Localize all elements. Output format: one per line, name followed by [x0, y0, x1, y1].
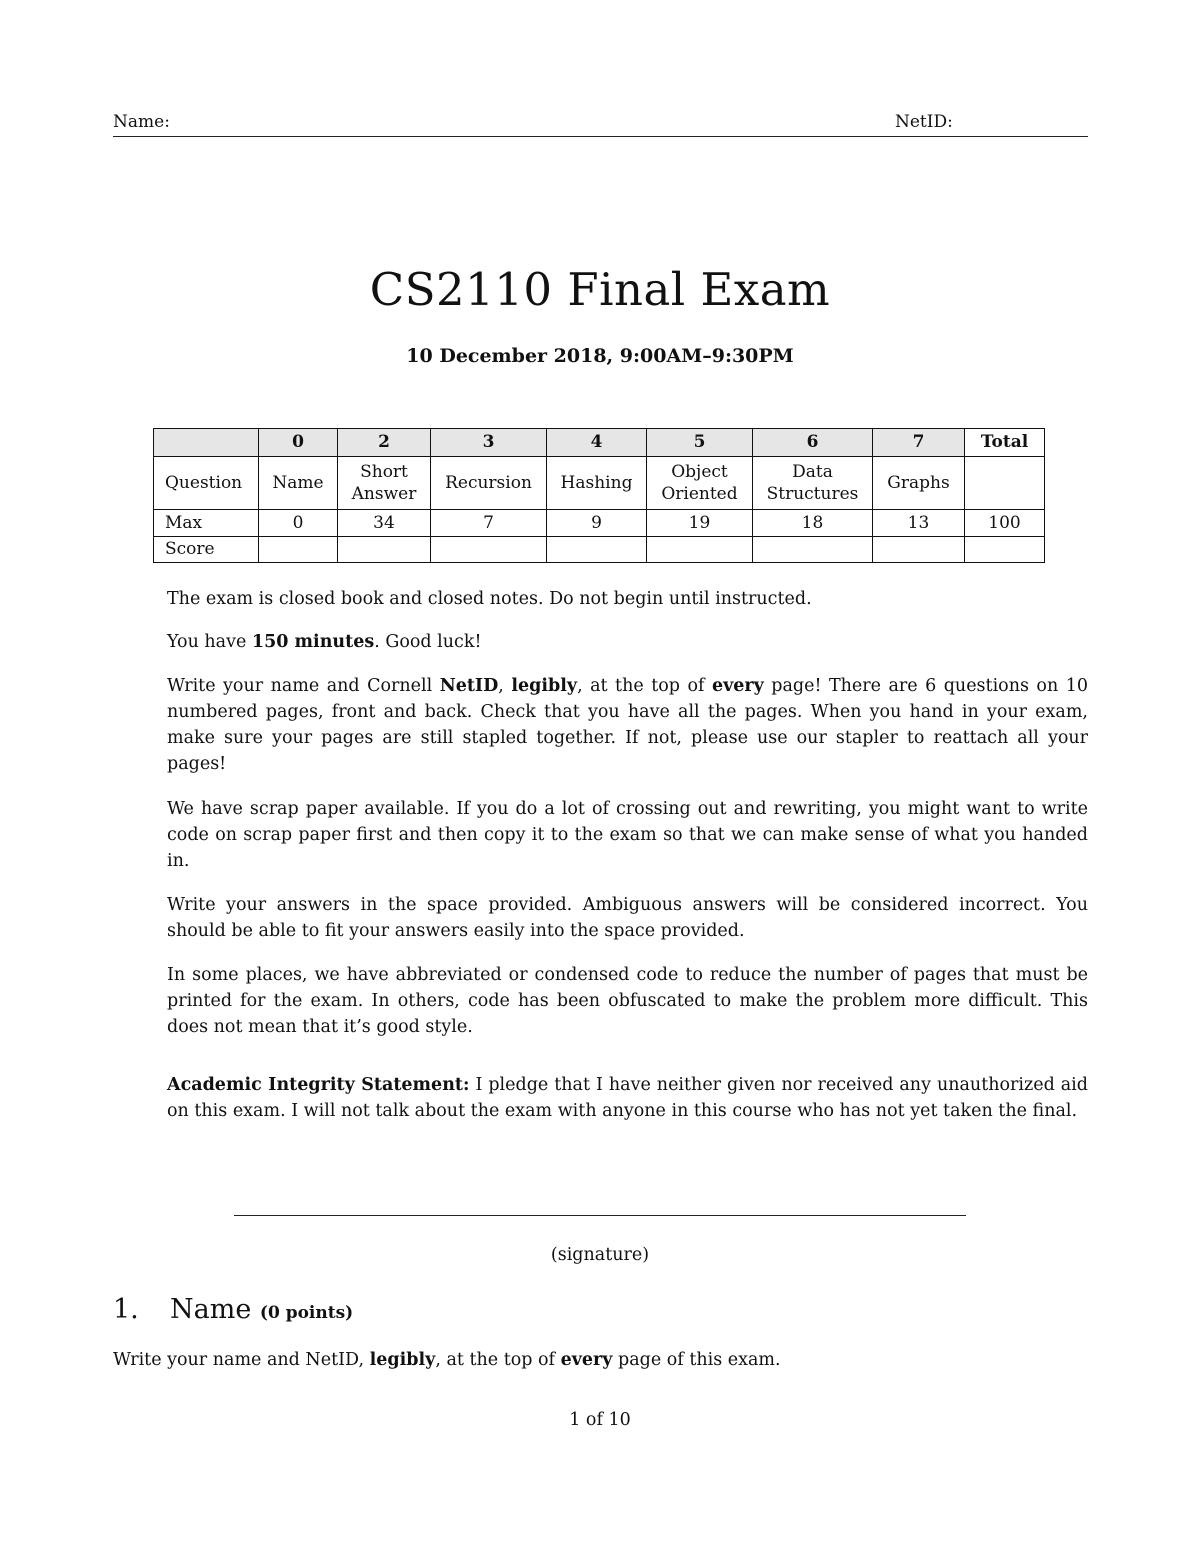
score-cell	[753, 537, 873, 563]
question-number: 2	[338, 429, 431, 457]
question-row-label: Question	[154, 457, 259, 510]
instruction-name-netid: Write your name and Cornell NetID, legibly, at the top of every page! There are 6 questions on 10 numbered pages, front and back. Check that you have all the pages. When you hand in your exam, make sure your pages are still stapled together. If not, please use our stapler to reattach all your pages!	[167, 676, 1088, 774]
question-number: 0	[259, 429, 338, 457]
instruction-time: You have 150 minutes. Good luck!	[167, 632, 482, 652]
section-points: (0 points)	[259, 1303, 354, 1323]
question-number: 5	[647, 429, 753, 457]
score-cell	[547, 537, 647, 563]
academic-integrity-statement: Academic Integrity Statement: I pledge that I have neither given nor received any unauthorized aid on this exam. I will not talk about the exam with anyone in this course who has not yet taken the final.	[167, 1075, 1088, 1121]
question-name: Short Answer	[338, 457, 431, 510]
section-heading	[113, 1294, 353, 1325]
max-points: 18	[753, 510, 873, 537]
instruction-answers: Write your answers in the space provided. Ambiguous answers will be considered incorrect. You should be able to fit your answers easily into the space provided.	[167, 895, 1088, 941]
score-row-label: Score	[154, 537, 259, 563]
section-number: 1.	[113, 1294, 139, 1325]
exam-date: 10 December 2018, 9:00AM–9:30PM	[406, 345, 794, 367]
question-name: Hashing	[547, 457, 647, 510]
score-cell	[338, 537, 431, 563]
question-name: Name	[259, 457, 338, 510]
signature-label: (signature)	[550, 1245, 650, 1265]
score-cell	[259, 537, 338, 563]
corner-cell	[154, 429, 259, 457]
max-points: 0	[259, 510, 338, 537]
question-name-row	[154, 457, 1045, 510]
score-cell	[873, 537, 965, 563]
question-number: 6	[753, 429, 873, 457]
score-cell	[431, 537, 547, 563]
total-name-cell	[965, 457, 1045, 510]
instruction-closed-book: The exam is closed book and closed notes. Do not begin until instructed.	[167, 589, 812, 609]
page-header	[113, 112, 1088, 137]
question-name: Data Structures	[753, 457, 873, 510]
instruction-code-style: In some places, we have abbreviated or condensed code to reduce the number of pages that must be printed for the exam. In others, code has been obfuscated to make the problem more difficult. This does not mean that it’s good style.	[167, 965, 1088, 1037]
max-points: 9	[547, 510, 647, 537]
score-row	[154, 537, 1045, 563]
question-number: 4	[547, 429, 647, 457]
score-cell	[647, 537, 753, 563]
question-name: Object Oriented	[647, 457, 753, 510]
page-number: 1 of 10	[569, 1410, 631, 1430]
max-points: 13	[873, 510, 965, 537]
question-number: 3	[431, 429, 547, 457]
netid-label: NetID:	[895, 112, 953, 132]
instruction-scrap-paper: We have scrap paper available. If you do a lot of crossing out and rewriting, you might want to write code on scrap paper first and then copy it to the exam so that we can make sense of what you handed in.	[167, 799, 1088, 871]
name-label: Name:	[113, 112, 170, 132]
total-header: Total	[965, 429, 1045, 457]
exam-title: CS2110 Final Exam	[369, 263, 831, 316]
question-number-row	[154, 429, 1045, 457]
signature-line	[234, 1215, 966, 1216]
max-points: 19	[647, 510, 753, 537]
max-points: 7	[431, 510, 547, 537]
max-row-label: Max	[154, 510, 259, 537]
section-body: Write your name and NetID, legibly, at the top of every page of this exam.	[113, 1350, 781, 1370]
section-title: Name	[170, 1294, 252, 1325]
question-name: Graphs	[873, 457, 965, 510]
max-total: 100	[965, 510, 1045, 537]
score-table	[153, 428, 1045, 563]
question-number: 7	[873, 429, 965, 457]
question-name: Recursion	[431, 457, 547, 510]
max-row	[154, 510, 1045, 537]
score-total-cell	[965, 537, 1045, 563]
max-points: 34	[338, 510, 431, 537]
